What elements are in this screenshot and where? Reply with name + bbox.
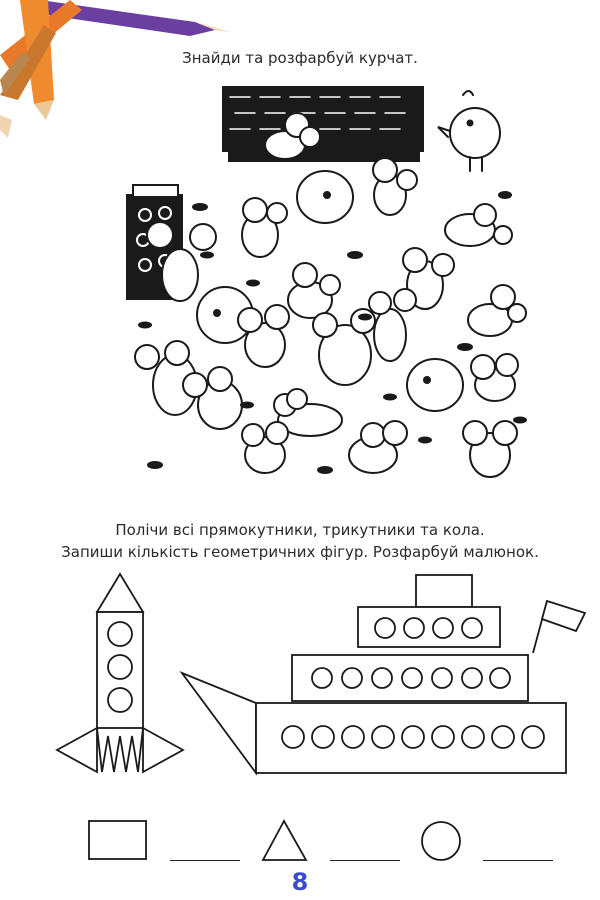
mice-and-chicks-picture: [125, 85, 525, 485]
square-count-blank[interactable]: [170, 860, 240, 861]
page-number: 8: [291, 868, 309, 896]
instruction-find-chicks: Знайди та розфарбуй курчат.: [182, 49, 418, 67]
triangle-icon: [262, 820, 308, 862]
circle-icon: [420, 820, 464, 864]
instruction-count-shapes-line1: Полічи всі прямокутники, трикутники та кола.: [115, 521, 485, 539]
instruction-count-shapes-line2: Запиши кількість геометричних фігур. Розфарбуй малюнок.: [61, 543, 539, 561]
rocket-drawing: [55, 572, 187, 777]
square-icon: [88, 820, 148, 862]
triangle-count-blank[interactable]: [330, 860, 400, 861]
circle-count-blank[interactable]: [483, 860, 553, 861]
ship-drawing: [180, 573, 590, 775]
